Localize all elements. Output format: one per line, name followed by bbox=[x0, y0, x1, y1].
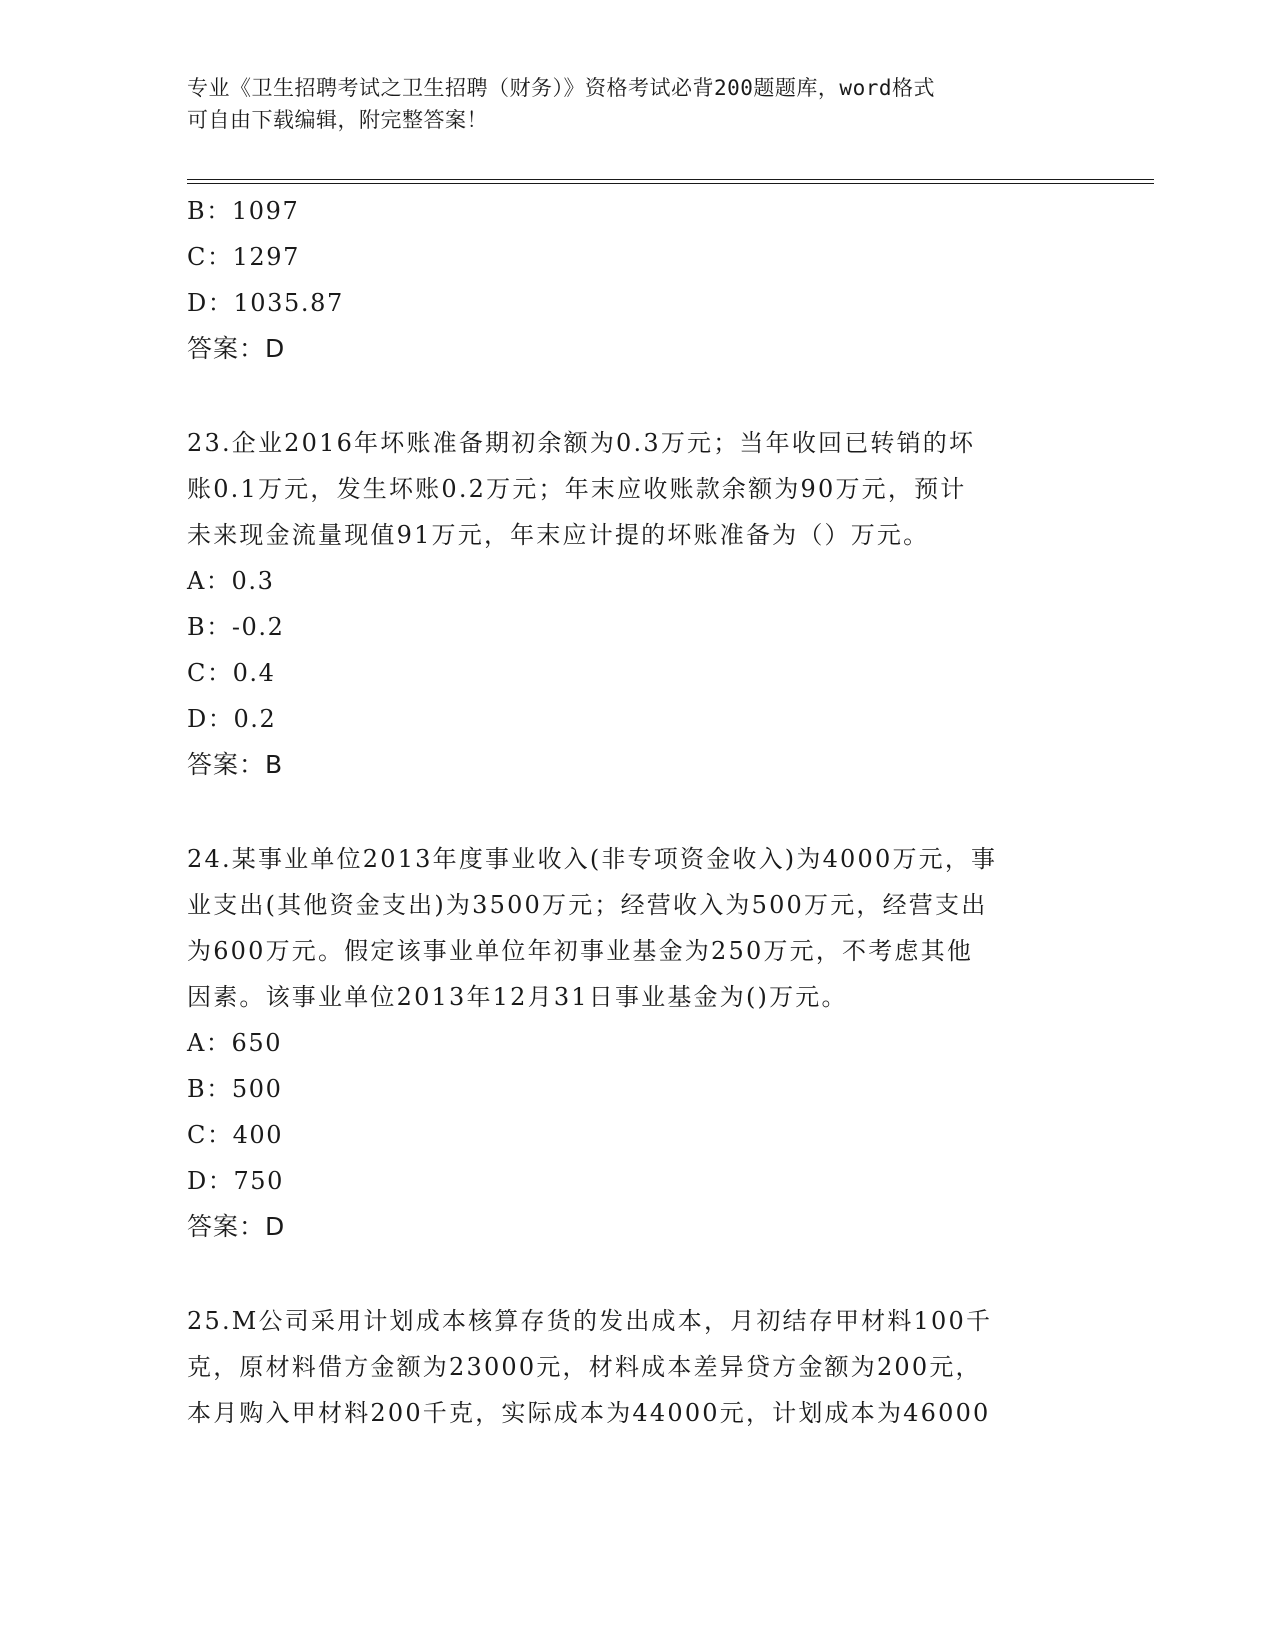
question-text-line: 为600万元。假定该事业单位年初事业基金为250万元，不考虑其他 bbox=[187, 937, 974, 965]
spacer bbox=[187, 372, 1077, 420]
document-header bbox=[187, 72, 1067, 136]
question-text-line: 本月购入甲材料200千克，实际成本为44000元，计划成本为46000 bbox=[187, 1399, 991, 1427]
question-text-line: 24.某事业单位2013年度事业收入(非专项资金收入)为4000万元，事 bbox=[187, 845, 998, 873]
option-c: C：1297 bbox=[187, 243, 301, 271]
answer-line: 答案：D bbox=[187, 1212, 286, 1241]
question-25 bbox=[187, 1298, 1077, 1436]
option-b: B：1097 bbox=[187, 197, 300, 225]
option-c: C：400 bbox=[187, 1121, 284, 1149]
question-text-line: 25.M公司采用计划成本核算存货的发出成本，月初结存甲材料100千 bbox=[187, 1307, 993, 1335]
prev-question-block bbox=[187, 188, 1077, 372]
answer-line: 答案：D bbox=[187, 334, 286, 363]
spacer bbox=[187, 788, 1077, 836]
option-c: C：0.4 bbox=[187, 659, 276, 687]
question-23 bbox=[187, 420, 1077, 788]
question-text-line: 业支出(其他资金支出)为3500万元；经营收入为500万元，经营支出 bbox=[187, 891, 988, 919]
option-d: D：750 bbox=[187, 1167, 285, 1195]
answer-line: 答案：B bbox=[187, 750, 284, 779]
header-divider-top bbox=[187, 179, 1154, 180]
question-text-line: 23.企业2016年坏账准备期初余额为0.3万元；当年收回已转销的坏 bbox=[187, 429, 976, 457]
option-b: B：500 bbox=[187, 1075, 283, 1103]
header-title-line-2: 可自由下载编辑，附完整答案！ bbox=[187, 108, 488, 132]
question-text-line: 账0.1万元，发生坏账0.2万元；年末应收账款余额为90万元，预计 bbox=[187, 475, 967, 503]
option-a: A：0.3 bbox=[187, 567, 275, 595]
question-text-line: 未来现金流量现值91万元，年末应计提的坏账准备为（）万元。 bbox=[187, 521, 930, 549]
question-24 bbox=[187, 836, 1077, 1250]
question-text-line: 因素。该事业单位2013年12月31日事业基金为()万元。 bbox=[187, 983, 848, 1011]
option-d: D：0.2 bbox=[187, 705, 277, 733]
question-list bbox=[187, 188, 1077, 1436]
spacer bbox=[187, 1250, 1077, 1298]
header-title-line-1: 专业《卫生招聘考试之卫生招聘（财务）》资格考试必背200题题库，word格式 bbox=[187, 76, 935, 100]
option-a: A：650 bbox=[187, 1029, 283, 1057]
header-divider-bottom bbox=[187, 183, 1154, 184]
option-b: B：-0.2 bbox=[187, 613, 285, 641]
option-d: D：1035.87 bbox=[187, 289, 344, 317]
question-text-line: 克，原材料借方金额为23000元，材料成本差异贷方金额为200元， bbox=[187, 1353, 982, 1381]
